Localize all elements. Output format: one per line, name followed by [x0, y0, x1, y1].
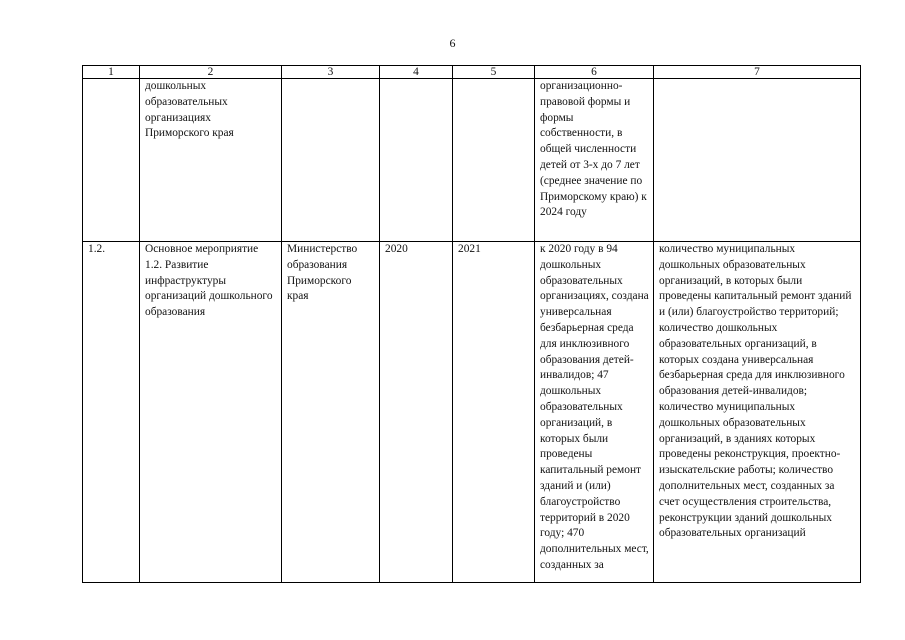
header-col-6: 6	[535, 66, 654, 79]
cell-number	[83, 79, 140, 242]
header-col-1: 1	[83, 66, 140, 79]
cell-start-year: 2020	[380, 242, 453, 583]
header-row	[83, 66, 861, 79]
cell-start-year	[380, 79, 453, 242]
cell-end-year: 2021	[453, 242, 535, 583]
header-col-3: 3	[282, 66, 380, 79]
cell-executor	[282, 79, 380, 242]
header-col-2: 2	[140, 66, 282, 79]
cell-activity: Основное мероприятие 1.2. Развитие инфраструктуры организаций дошкольного образования	[140, 242, 282, 583]
cell-expected-result: организационно-правовой формы и формы собственности, в общей численности детей от 3-х до 7 лет (среднее значение по Приморскому краю) к 2024 году	[535, 79, 654, 242]
header-col-7: 7	[654, 66, 861, 79]
cell-end-year	[453, 79, 535, 242]
table-row	[83, 242, 861, 583]
cell-indicators	[654, 79, 861, 242]
cell-number: 1.2.	[83, 242, 140, 583]
page-number: 6	[449, 36, 456, 50]
cell-executor: Министерство образования Приморского края	[282, 242, 380, 583]
table-row	[83, 79, 861, 242]
header-col-5: 5	[453, 66, 535, 79]
cell-indicators: количество муниципальных дошкольных образовательных организаций, в которых были проведены капитальный ремонт зданий и (или) благоустройство территорий; количество дошкольных образовательных организаций, в которых создана универсальная безбарьерная среда для инклюзивного образования детей-инвалидов; количество муниципальных дошкольных образовательных организаций, в зданиях которых проведены реконструкция, проектно-изыскательские работы; количество дополнительных мест, созданных за счет осуществления строительства, реконструкции зданий дошкольных образовательных организаций	[654, 242, 861, 583]
header-col-4: 4	[380, 66, 453, 79]
cell-activity: дошкольных образовательных организациях Приморского края	[140, 79, 282, 242]
cell-expected-result: к 2020 году в 94 дошкольных образовательных организациях, создана универсальная безбарьерная среда для инклюзивного образования детей-инвалидов; 47 дошкольных образовательных организаций, в которых были проведены капитальный ремонт зданий и (или) благоустройство территорий в 2020 году; 470 дополнительных мест, созданных за	[535, 242, 654, 583]
program-table	[82, 65, 861, 583]
